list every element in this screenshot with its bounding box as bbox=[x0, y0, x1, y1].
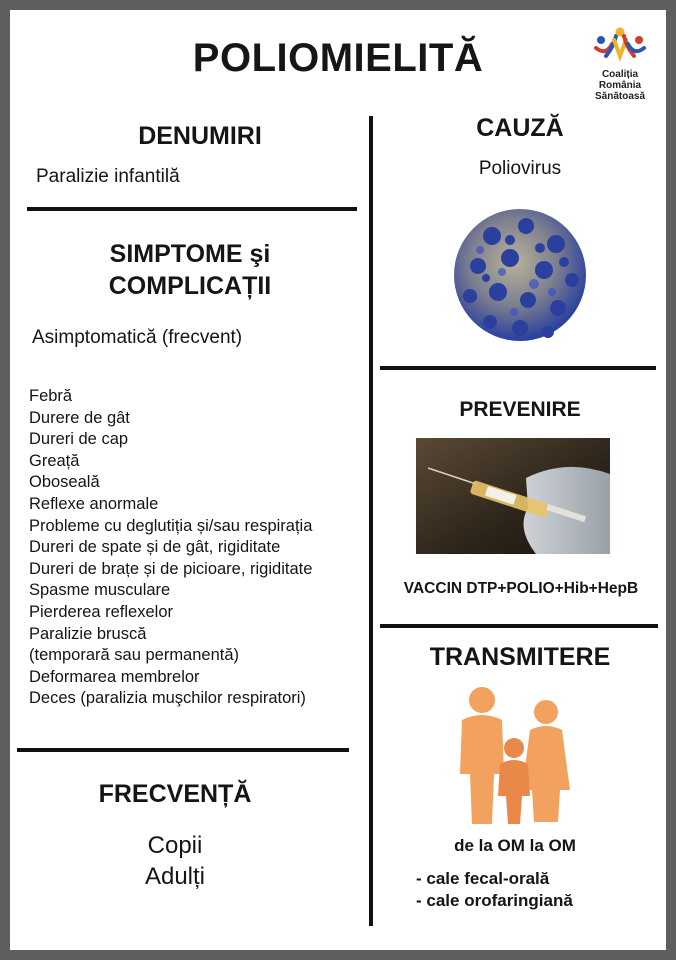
frecventa-values bbox=[130, 830, 220, 892]
logo-text-line1: Coaliția bbox=[601, 69, 639, 80]
cauza-heading: CAUZĂ bbox=[476, 114, 564, 142]
list-item: - cale fecal-orală bbox=[416, 869, 550, 888]
cauza-text: Poliovirus bbox=[478, 158, 562, 179]
denumiri-text: Paralizie infantilă bbox=[36, 166, 180, 187]
list-item: Febră bbox=[29, 387, 73, 405]
divider-cauza bbox=[380, 366, 656, 370]
logo-text-line3: Sănătoasă bbox=[594, 91, 646, 102]
list-item: - cale orofaringiană bbox=[416, 891, 573, 910]
list-item: Spasme musculare bbox=[29, 581, 171, 600]
list-item: (temporară sau permanentă) bbox=[29, 646, 240, 665]
list-item: Probleme cu deglutiția și/sau respirația bbox=[29, 516, 313, 535]
coalition-logo bbox=[584, 26, 656, 102]
frecventa-heading: FRECVENȚĂ bbox=[98, 780, 252, 808]
poliovirus-icon bbox=[440, 200, 600, 350]
list-item: Dureri de spate și de gât, rigiditate bbox=[29, 538, 281, 557]
logo-text-line2: România bbox=[598, 80, 642, 91]
divider-denumiri bbox=[27, 207, 357, 211]
symptom-list bbox=[29, 386, 312, 710]
simptome-heading-line2: COMPLICAȚII bbox=[108, 272, 272, 300]
vaccine-text: VACCIN DTP+POLIO+Hib+HepB bbox=[403, 580, 639, 597]
page-title: POLIOMIELITĂ bbox=[192, 36, 484, 80]
simptome-heading-line1: SIMPTOME şi bbox=[109, 240, 271, 268]
list-item: Paralizie bruscă bbox=[29, 624, 147, 643]
list-item: Dureri de brațe și de picioare, rigiditate bbox=[29, 559, 313, 578]
simptome-note: Asimptomatică (frecvent) bbox=[32, 327, 243, 348]
transmission-routes bbox=[416, 868, 573, 912]
divider-simptome bbox=[17, 748, 349, 752]
transmitere-heading: TRANSMITERE bbox=[429, 643, 611, 671]
people-logo-icon bbox=[592, 26, 648, 64]
prevenire-heading: PREVENIRE bbox=[459, 398, 581, 421]
list-item: Greață bbox=[29, 451, 80, 470]
vertical-divider bbox=[369, 116, 373, 926]
list-item: Reflexe anormale bbox=[29, 494, 159, 513]
family-icon bbox=[450, 686, 580, 826]
infographic-card bbox=[10, 10, 666, 950]
vaccine-syringe-image bbox=[416, 438, 610, 554]
list-item: Dureri de cap bbox=[29, 430, 129, 449]
denumiri-heading: DENUMIRI bbox=[138, 122, 262, 150]
frecventa-line2: Adulți bbox=[144, 863, 206, 890]
list-item: Deces (paralizia muşchilor respiratori) bbox=[29, 689, 306, 708]
list-item: Durere de gât bbox=[29, 408, 130, 427]
transmitere-subtitle: de la OM la OM bbox=[454, 836, 576, 855]
list-item: Deformarea membrelor bbox=[29, 667, 200, 686]
list-item: Oboseală bbox=[29, 473, 100, 492]
divider-prevenire bbox=[380, 624, 658, 628]
simptome-heading bbox=[40, 238, 340, 302]
list-item: Pierderea reflexelor bbox=[29, 602, 173, 621]
frecventa-line1: Copii bbox=[147, 832, 203, 859]
